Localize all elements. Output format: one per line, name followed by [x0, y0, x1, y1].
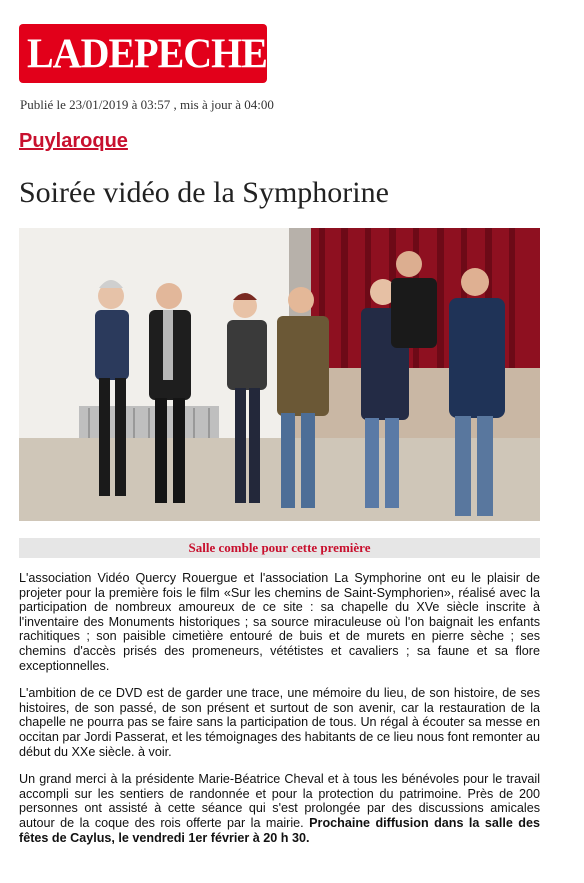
body-paragraph-3-text: Un grand merci à la présidente Marie-Béatrice Cheval et à tous les bénévoles pour le travail accompli sur les sentiers de randonnée et pour la protection du patrimoine. Près de 200 personnes ont assisté à cette séance qui s'est prolongée par des discussions amicales autour de la coque des rois offerte par la mairie. [19, 772, 540, 830]
logo-brand-text: LADEPECHE [27, 29, 267, 77]
photo-caption: Salle comble pour cette première [19, 538, 540, 558]
article-photo [19, 228, 540, 521]
article-title: Soirée vidéo de la Symphorine [19, 176, 389, 209]
photo-illustration [19, 228, 540, 521]
article-body [19, 571, 540, 858]
body-paragraph-2: L'ambition de ce DVD est de garder une trace, une mémoire du lieu, de son histoire, de ses histoires, de son passé, de son présent et surtout de son avenir, car la restauration de la chapelle ne pourra pas se faire sans la participation de tous. Un régal à écouter sa messe en occitan par Jordi Passerat, et les témoignages des habitants de ce lieu nous font remonter au début du XXe siècle. à voir. [19, 686, 540, 759]
publish-date: Publié le 23/01/2019 à 03:57 , mis à jour à 04:00 [20, 97, 274, 112]
body-paragraph-3-bold: Prochaine diffusion dans la salle des fêtes de Caylus, le vendredi 1er février à 20 h 30. [19, 815, 541, 845]
body-paragraph-1: L'association Vidéo Quercy Rouergue et l'association La Symphorine ont eu le plaisir de projeter pour la première fois le film «Sur les chemins de Saint-Symphorien», réalisé avec la participation de nombreux amoureux de ce site : sa chapelle du XVe siècle inscrite à l'inventaire des Monuments historiques ; sa source miraculeuse où l'on baignait les enfants rachitiques ; son paisible cimetière entouré de buis et de murets en pierre sèche ; ses chemins d'accès prisés des promeneurs, vététistes et cavaliers ; sa faune et sa flore exceptionnelles. [19, 571, 540, 673]
logo-tld-text: fr [274, 32, 303, 75]
rubric-link[interactable]: Puylaroque [19, 130, 128, 152]
body-paragraph-3 [19, 772, 540, 845]
site-logo[interactable] [19, 24, 303, 83]
